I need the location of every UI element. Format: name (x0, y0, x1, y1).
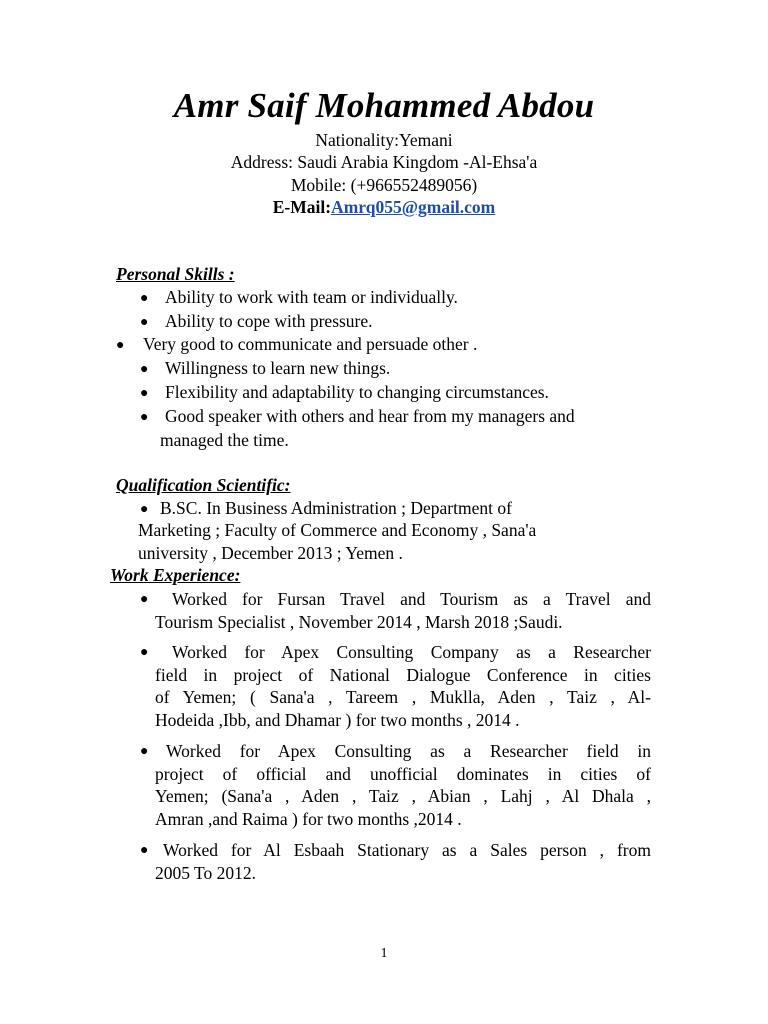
skill-item: Willingness to learn new things. (165, 358, 391, 378)
bullet-icon: ● (140, 645, 149, 660)
skill-item-continuation: managed the time. (160, 430, 289, 450)
work-experience-line: Worked for Apex Consulting as a Researcher field in (166, 741, 651, 761)
work-experience-item (155, 740, 651, 830)
bullet-icon: ● (140, 410, 149, 425)
skill-item: Flexibility and adaptability to changing circumstances. (165, 382, 549, 402)
skill-item: Ability to cope with pressure. (165, 311, 373, 331)
email-line (0, 197, 768, 218)
candidate-name: Amr Saif Mohammed Abdou (173, 86, 595, 125)
bullet-icon: ● (140, 291, 149, 306)
work-experience-item (155, 641, 651, 731)
bullet-icon: ● (140, 843, 149, 858)
work-experience-line: Hodeida ,Ibb, and Dhamar ) for two months , 2014 . (155, 709, 520, 730)
page-number: 1 (380, 946, 388, 961)
work-experience-line: Yemen; (Sana'a , Aden , Taiz , Abian , Lahj , Al Dhala , (155, 786, 651, 806)
skill-item: Very good to communicate and persuade other . (143, 334, 478, 354)
skill-item: Good speaker with others and hear from my managers and (165, 406, 575, 426)
work-experience-line: field in project of National Dialogue Conference in cities (155, 664, 651, 685)
bullet-icon: ● (116, 338, 125, 353)
work-experience-title: Work Experience: (110, 565, 241, 585)
work-experience-line: Worked for Al Esbaah Stationary as a Sales person , from (163, 840, 651, 860)
work-experience-line: Worked for Fursan Travel and Tourism as a Travel and (172, 589, 651, 609)
email-link[interactable]: Amrq055@gmail.com (331, 197, 496, 217)
work-experience-item (155, 839, 651, 884)
work-experience-item (155, 588, 651, 633)
email-label: E-Mail: (272, 197, 332, 217)
work-experience-line: project of official and unofficial dominates in cities of (155, 763, 651, 784)
bullet-icon: ● (140, 744, 149, 759)
work-experience-line: of Yemen; ( Sana'a , Tareem , Muklla, Aden , Taiz , Al- (155, 687, 651, 707)
work-experience-line: Worked for Apex Consulting Company as a Researcher (172, 642, 651, 662)
work-experience-line: Tourism Specialist , November 2014 , Marsh 2018 ;Saudi. (155, 611, 563, 632)
qualification-line: university , December 2013 ; Yemen . (138, 543, 403, 563)
bullet-icon: ● (140, 362, 149, 377)
skill-item: Ability to work with team or individually. (165, 287, 458, 307)
bullet-icon: ● (140, 502, 149, 517)
address-line: Address: Saudi Arabia Kingdom -Al-Ehsa'a (230, 152, 538, 172)
personal-skills-title: Personal Skills : (116, 264, 235, 284)
qualification-line: Marketing ; Faculty of Commerce and Economy , Sana'a (138, 520, 537, 540)
qualification-title: Qualification Scientific: (116, 475, 291, 495)
bullet-icon: ● (140, 315, 149, 330)
nationality-line: Nationality:Yemani (315, 130, 453, 150)
bullet-icon: ● (140, 386, 149, 401)
work-experience-line: Amran ,and Raima ) for two months ,2014 . (155, 808, 462, 829)
work-experience-line: 2005 To 2012. (155, 862, 257, 883)
mobile-line: Mobile: (+966552489056) (290, 175, 478, 195)
bullet-icon: ● (140, 592, 149, 607)
qualification-line: B.SC. In Business Administration ; Department of (160, 498, 512, 518)
